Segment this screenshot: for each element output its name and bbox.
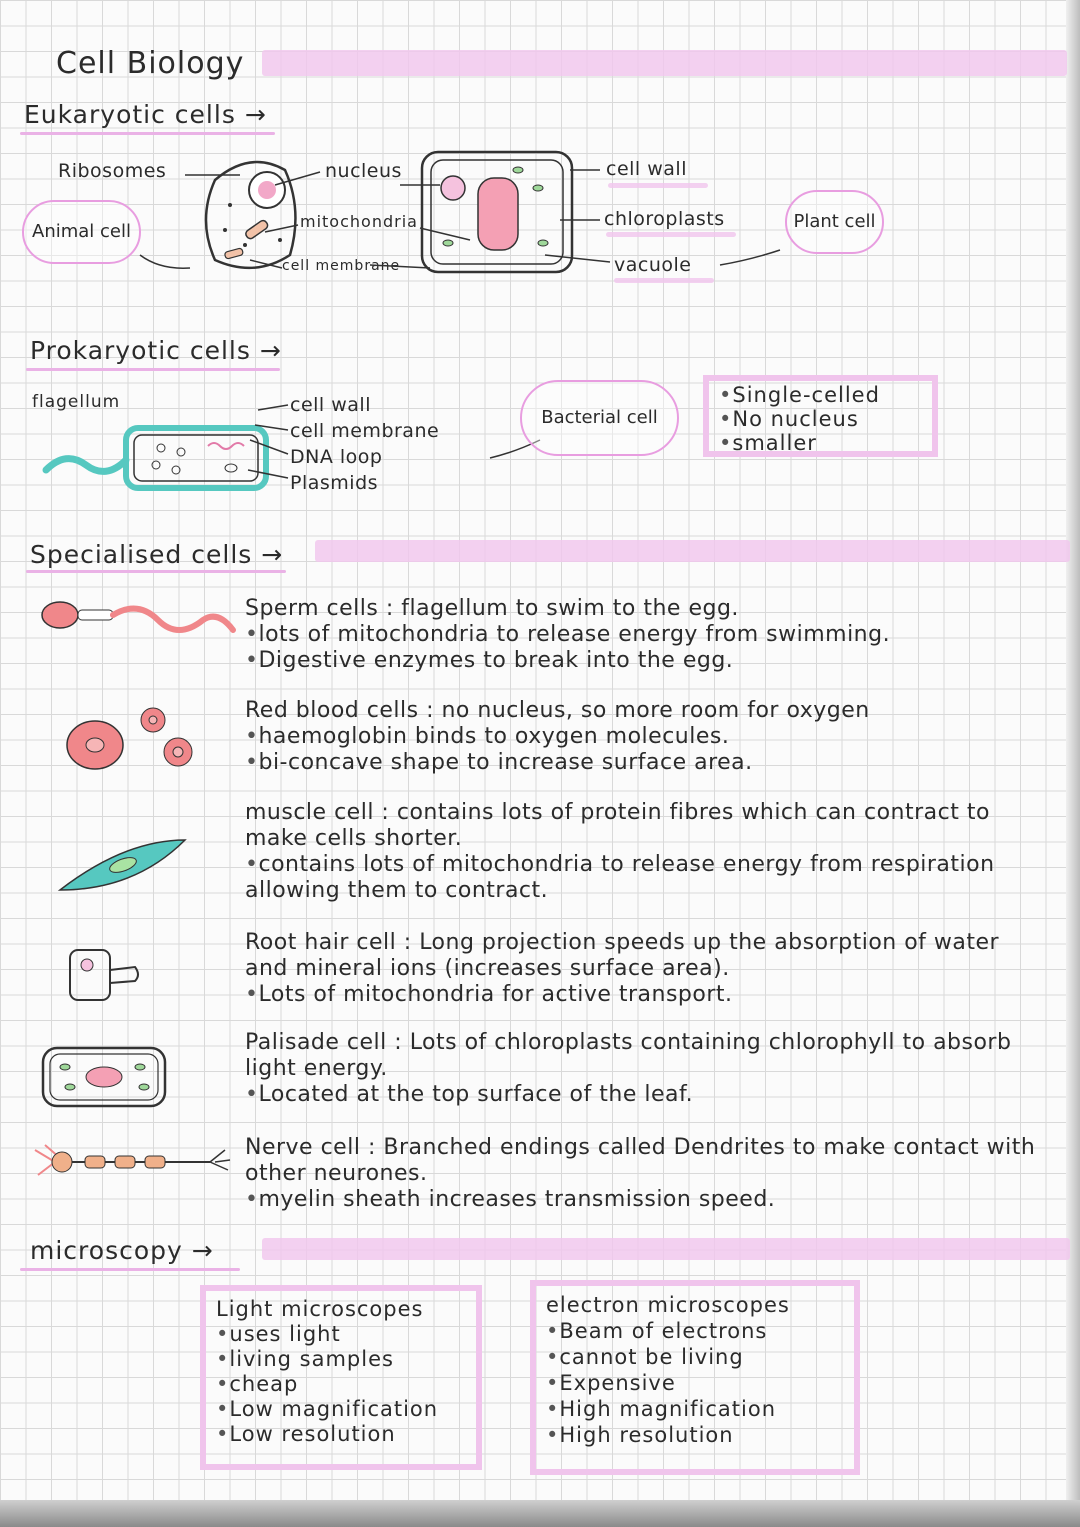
list-item: • Beam of electrons (546, 1318, 844, 1344)
list-item: • haemoglobin binds to oxygen molecules. (245, 724, 1045, 750)
light-microscope-title: Light microscopes (216, 1297, 424, 1321)
label-chloroplasts: chloroplasts (604, 208, 725, 230)
list-item: • living samples (216, 1347, 466, 1372)
list-item: • Expensive (546, 1370, 844, 1396)
palisade-cell-section: Palisade cell : Lots of chloroplasts containing chlorophyll to absorb light energy. • Located at the top surface of the leaf. (245, 1030, 1045, 1108)
electron-microscope-title: electron microscopes (546, 1293, 790, 1317)
fact-item: • smaller (719, 431, 922, 455)
nerve-points (245, 1187, 1045, 1213)
label-flagellum: flagellum (32, 392, 121, 412)
list-item: • High resolution (546, 1422, 844, 1448)
electron-microscope-list (546, 1318, 844, 1448)
prokaryotic-facts-list (719, 383, 922, 455)
muscle-desc: contains lots of protein fibres which can contract to make cells shorter. (245, 800, 990, 851)
specialised-highlight (315, 540, 1070, 562)
rbc-points (245, 724, 1045, 776)
list-item: • cheap (216, 1372, 466, 1397)
rbc-desc: no nucleus, so more room for oxygen (441, 698, 870, 723)
list-item: • Located at the top surface of the leaf. (245, 1082, 1045, 1108)
microscopy-underline (20, 1268, 240, 1271)
sperm-cell-points (245, 622, 1045, 674)
palisade-points (245, 1082, 1045, 1108)
sperm-cell-icon (38, 595, 238, 645)
animal-cell-cloud: Animal cell (22, 200, 141, 264)
root-hair-points (245, 982, 1045, 1008)
nerve-cell-icon (30, 1140, 235, 1185)
microscopy-heading: microscopy → (30, 1236, 214, 1265)
muscle-name: muscle cell (245, 800, 374, 825)
list-item: • cannot be living (546, 1344, 844, 1370)
muscle-cell-section: muscle cell : contains lots of protein fibres which can contract to make cells shorter. • contains lots of mitochondria to release energy from respiration allowing them to contract. (245, 800, 1045, 904)
plant-cell-cloud: Plant cell (785, 190, 884, 254)
list-item: • uses light (216, 1322, 466, 1347)
light-microscope-list (216, 1322, 466, 1447)
palisade-desc: Lots of chloroplasts containing chlorophyll to absorb light energy. (245, 1030, 1012, 1081)
label-prok-dna-loop: DNA loop (290, 446, 383, 468)
label-prok-plasmids: Plasmids (290, 472, 379, 494)
label-ribosomes: Ribosomes (58, 160, 167, 182)
list-item: • Low resolution (216, 1422, 466, 1447)
red-blood-cell-section: Red blood cells : no nucleus, so more room for oxygen • haemoglobin binds to oxygen molecules. • bi-concave shape to increase surface area. (245, 698, 1045, 776)
root-hair-cell-section: Root hair cell : Long projection speeds up the absorption of water and mineral ions (increases surface area). • Lots of mitochondria for active transport. (245, 930, 1045, 1008)
sperm-cell-section: Sperm cells : flagellum to swim to the egg. • lots of mitochondria to release energy from swimming. • Digestive enzymes to break into the egg. (245, 596, 1045, 674)
bacterial-cell-cloud: Bacterial cell (520, 380, 679, 456)
specialised-heading: Specialised cells → (30, 540, 284, 569)
nerve-name: Nerve cell (245, 1135, 361, 1160)
sperm-cell-desc: flagellum to swim to the egg. (401, 596, 739, 621)
label-cell-wall: cell wall (606, 158, 687, 180)
label-vacuole: vacuole (614, 254, 692, 276)
root-hair-desc: Long projection speeds up the absorption of water and mineral ions (increases surface area). (245, 930, 1000, 981)
page-edge-bottom (0, 1500, 1080, 1527)
prokaryotic-heading: Prokaryotic cells → (30, 336, 282, 365)
fact-item: • Single-celled (719, 383, 922, 407)
list-item: • lots of mitochondria to release energy from swimming. (245, 622, 1045, 648)
label-mitochondria: mitochondria (300, 212, 418, 231)
list-item: • contains lots of mitochondria to release energy from respiration allowing them to contract. (245, 852, 1045, 904)
label-cell-membrane: cell membrane (282, 258, 401, 274)
list-item: • Digestive enzymes to break into the egg. (245, 648, 1045, 674)
prokaryotic-facts-box (703, 375, 938, 457)
eukaryotic-heading: Eukaryotic cells → (24, 100, 267, 129)
fact-item: • No nucleus (719, 407, 922, 431)
microscopy-highlight (262, 1238, 1070, 1260)
root-hair-cell-icon (65, 945, 145, 1005)
list-item: • bi-concave shape to increase surface area. (245, 750, 1045, 776)
palisade-name: Palisade cell (245, 1030, 387, 1055)
list-item: • myelin sheath increases transmission speed. (245, 1187, 1045, 1213)
label-prok-cell-membrane: cell membrane (290, 420, 440, 442)
prokaryotic-underline (26, 368, 280, 371)
rbc-name: Red blood cells (245, 698, 419, 723)
label-nucleus: nucleus (325, 160, 402, 182)
root-hair-name: Root hair cell (245, 930, 397, 955)
muscle-cell-icon (55, 835, 195, 900)
list-item: • High magnification (546, 1396, 844, 1422)
specialised-underline (26, 570, 286, 573)
label-prok-cell-wall: cell wall (290, 394, 371, 416)
sperm-cell-name: Sperm cells (245, 596, 379, 621)
page-title: Cell Biology (56, 46, 245, 81)
muscle-points (245, 852, 1045, 904)
red-blood-cell-icon (60, 700, 200, 780)
electron-microscope-box (530, 1280, 860, 1475)
palisade-cell-icon (40, 1045, 170, 1110)
list-item: • Low magnification (216, 1397, 466, 1422)
light-microscope-box (200, 1285, 482, 1470)
nerve-cell-section: Nerve cell : Branched endings called Dendrites to make contact with other neurones. • myelin sheath increases transmission speed. (245, 1135, 1045, 1213)
eukaryotic-arrows (0, 0, 1080, 300)
nerve-desc: Branched endings called Dendrites to make contact with other neurones. (245, 1135, 1036, 1186)
list-item: • Lots of mitochondria for active transport. (245, 982, 1045, 1008)
